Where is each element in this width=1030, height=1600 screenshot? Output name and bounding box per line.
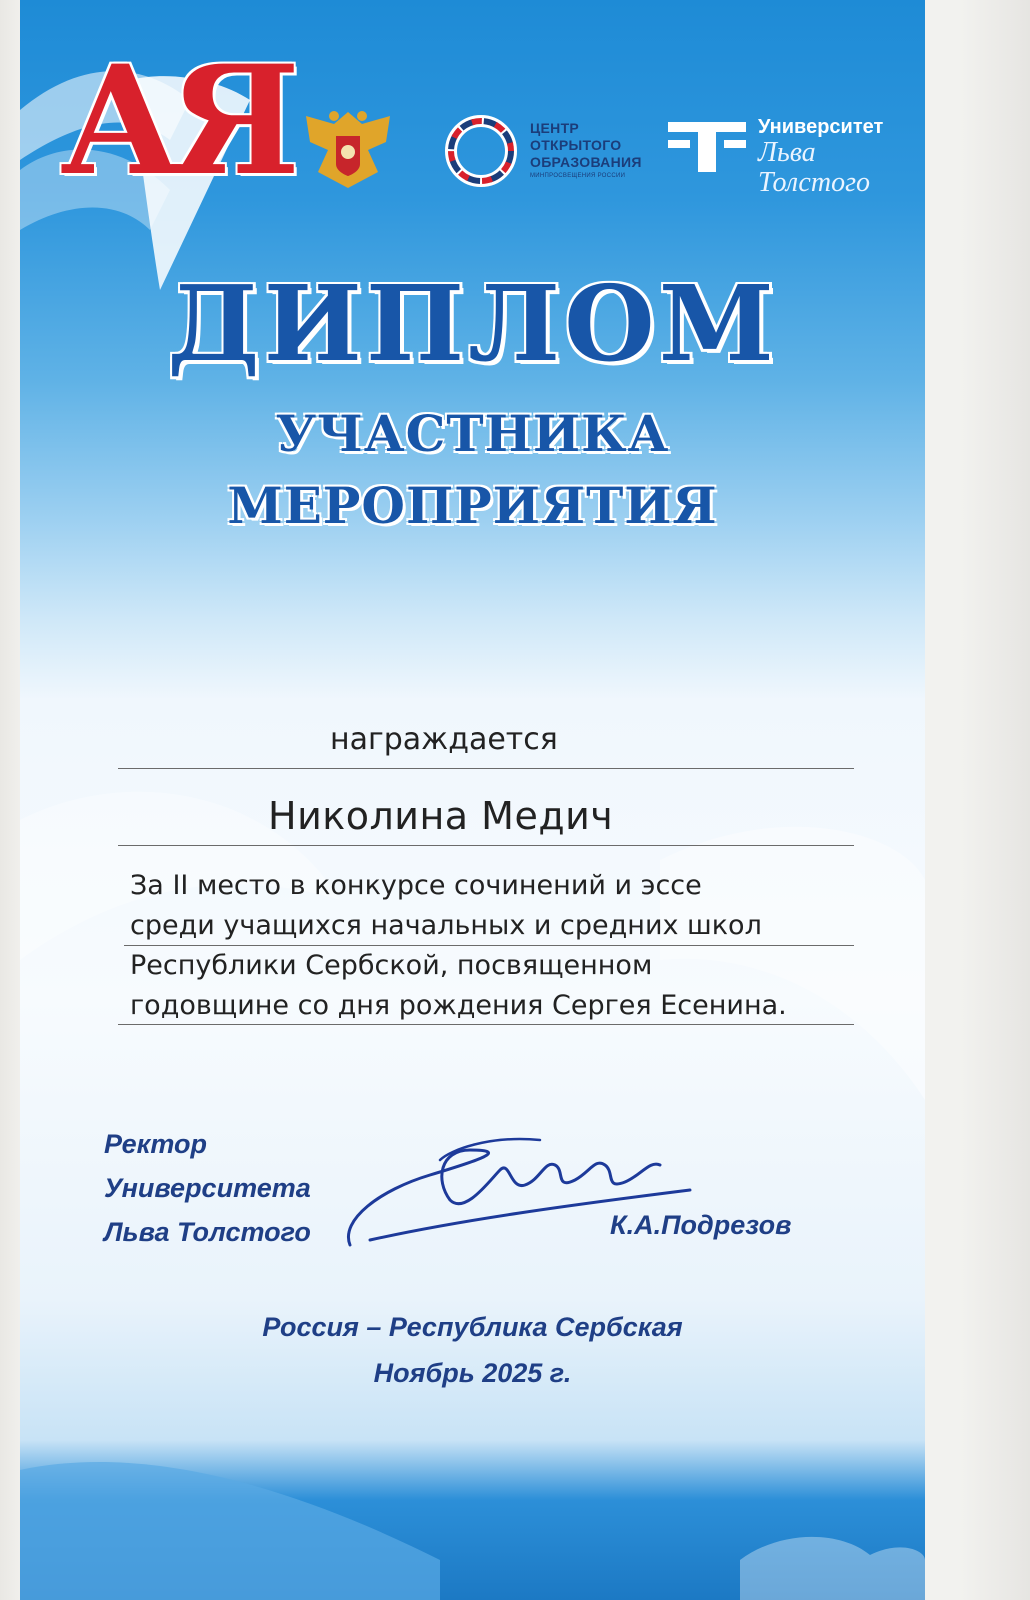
header-logos [20, 33, 925, 240]
underline-1 [118, 768, 854, 769]
footer-location: Россия – Республика Сербская [262, 1312, 683, 1342]
award-reason [130, 866, 890, 1026]
recipient-name: Николина Медич [268, 794, 614, 838]
role-line-3: Льва Толстого [104, 1217, 311, 1247]
footer-date: Ноябрь 2025 г. [373, 1358, 572, 1388]
underline-4 [118, 1024, 854, 1025]
center-line-2: ОТКРЫТОГО [530, 137, 622, 153]
diploma-subtitle-line-1: УЧАСТНИКА [275, 404, 670, 463]
role-line-2: Университета [104, 1173, 311, 1203]
university-line-1: Университет [758, 116, 884, 138]
center-line-1: ЦЕНТР [530, 120, 580, 136]
university-line-2: Льва Толстого [758, 137, 870, 198]
reason-line-3: Республики Сербской, посвященном [130, 950, 653, 981]
diploma-title: ДИПЛОМ [167, 262, 778, 385]
reason-line-4: годовщине со дня рождения Сергея Есенина. [130, 990, 787, 1021]
open-education-center-logo [530, 120, 642, 181]
underline-3 [124, 945, 854, 946]
diploma-subtitle-line-2: МЕРОПРИЯТИЯ [227, 476, 718, 535]
awarded-label: награждается [330, 722, 558, 757]
reason-line-2: среди учащихся начальных и средних школ [130, 910, 762, 941]
university-t-icon [668, 122, 746, 172]
reason-line-1: За II место в конкурсе сочинений и эссе [130, 870, 702, 901]
underline-2 [118, 845, 854, 846]
coat-of-arms-icon [292, 102, 404, 194]
diploma-certificate [20, 0, 925, 1600]
center-subtitle: МИНПРОСВЕЩЕНИЯ РОССИИ [530, 173, 626, 179]
aya-logo: АЯ [60, 33, 287, 209]
center-line-3: ОБРАЗОВАНИЯ [530, 154, 642, 170]
braided-ring-icon [440, 110, 522, 192]
signatory-name: К.А.Подрезов [610, 1210, 792, 1240]
signatory-role [104, 1122, 311, 1254]
handwritten-signature-icon [340, 1120, 700, 1270]
role-line-1: Ректор [104, 1129, 207, 1159]
tolstoy-university-logo [758, 116, 925, 198]
